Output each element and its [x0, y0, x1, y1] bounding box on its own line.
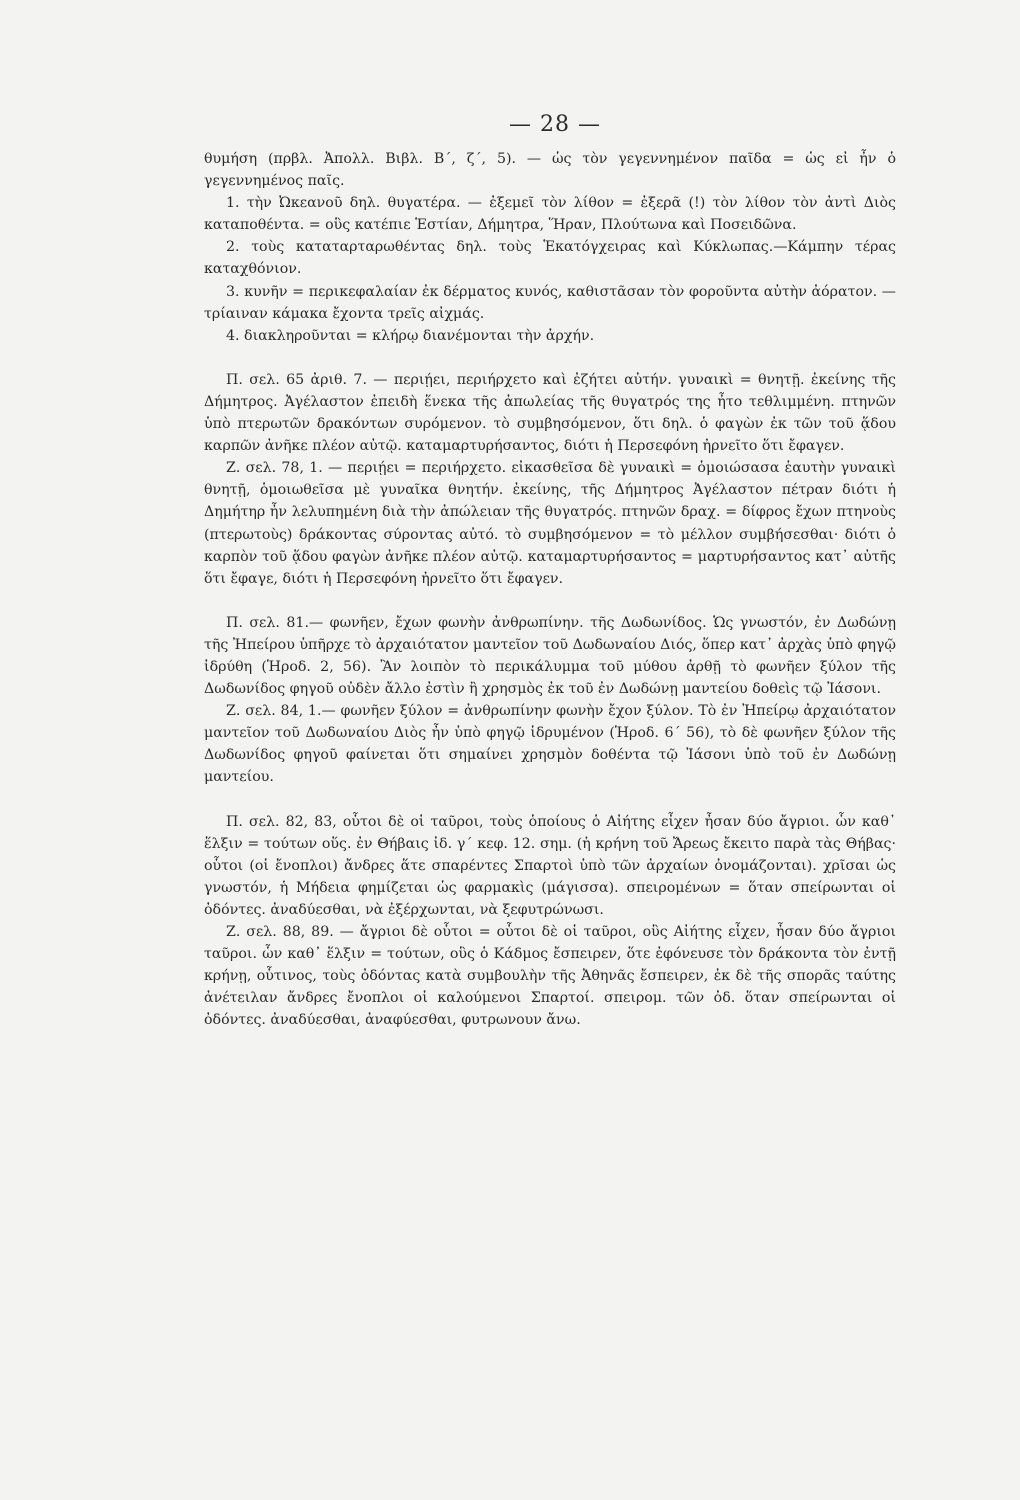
paragraph: Π. σελ. 82, 83, οὗτοι δὲ οἱ ταῦροι, τοὺς ὁποίους ὁ Αἰήτης εἶχεν ἦσαν δύο ἄγριοι. ὧν καθ᾽ ἕλξιν = τούτων οὕς. ἐν Θήβαις ἰδ. γ΄ κεφ. 12. σημ. (ἡ κρήνη τοῦ Ἄρεως ἔκειτο παρὰ τὰς Θήβας· οὗτοι (οἱ ἔνοπλοι) ἄνδρες ἅτε σπαρέντες Σπαρτοὶ ὑπὸ τῶν ἀρχαίων ὀνομάζονται). χρῖσαι ὡς γνωστόν, ἡ Μήδεια φημίζεται ὡς φαρμακὶς (μάγισσα). σπειρομένων = ὅταν σπείρωνται οἱ ὀδόντες. ἀναδύεσθαι, νὰ ἐξέρχωνται, νὰ ξεφυτρώνωσι. — [204, 813, 896, 918]
paragraph: Ζ. σελ. 88, 89. — ἄγριοι δὲ οὗτοι = οὗτοι δὲ οἱ ταῦροι, οὓς Αἰήτης εἶχεν, ἦσαν δύο ἄγριοι ταῦροι. ὧν καθ᾽ ἕλξιν = τούτων, οὓς ὁ Κάδμος ἔσπειρεν, ὅτε ἐφόνευσε τὸν δράκοντα τὸν ἐντῇ κρήνῃ, οὗτινος, τοὺς ὀδόντας κατὰ συμβουλὴν τῆς Ἀθηνᾶς ἔσπειρεν, ἐκ δὲ τῆς σπορᾶς ταύτης ἀνέτειλαν ἄνδρες ἔνοπλοι οἱ καλούμενοι Σπαρτοί. σπειρομ. τῶν ὀδ. ὅταν σπείρωνται οἱ ὀδόντες. ἀναδύεσθαι, ἀναφύεσθαι, φυτρωνουν ἄνω. — [204, 924, 896, 1029]
paragraph: 1. τὴν Ὠκεανοῦ δηλ. θυγατέρα. — ἐξεμεῖ τὸν λίθον = ἐξερᾶ (!) τὸν λίθον τὸν ἀντὶ Διὸς καταποθέντα. = οὓς κατέπιε Ἑστίαν, Δήμητρα, Ἥραν, Πλούτωνα καὶ Ποσειδῶνα. — [204, 195, 896, 234]
paragraph: Π. σελ. 65 ἀριθ. 7. — περιῄει, περιήρχετο καὶ ἐζήτει αὐτήν. γυναικὶ = θνητῇ. ἐκείνης τῆς Δήμητρος. Ἀγέλαστον ἐπειδὴ ἕνεκα τῆς ἀπωλείας τῆς θυγατρός της ἦτο τεθλιμμένη. πτηνῶν ὑπὸ πτερωτῶν δρακόντων συρόμενον. τὸ συμβησόμενον, ὅτι δηλ. ὁ φαγὼν ἐκ τῶν τοῦ ᾅδου καρπῶν ἀνῆκε πλέον αὐτῷ. καταμαρτυρήσαντος, διότι ἡ Περσεφόνη ἠρνεῖτο ὅτι ἔφαγεν. — [204, 371, 896, 455]
paragraph: 3. κυνῆν = περικεφαλαίαν ἐκ δέρματος κυνός, καθιστᾶσαν τὸν φοροῦντα αὐτὴν ἀόρατον. — τρίαιναν κάμακα ἔχοντα τρεῖς αἰχμάς. — [204, 283, 896, 322]
section-gap — [204, 590, 896, 612]
section-gap — [204, 789, 896, 811]
section-gap — [204, 347, 896, 369]
page-number: — 28 — — [509, 112, 601, 137]
paragraph: 4. διακληροῦνται = κλήρῳ διανέμονται τὴν ἀρχήν. — [226, 327, 595, 344]
paragraph: 2. τοὺς καταταρταρωθέντας δηλ. τοὺς Ἑκατόγχειρας καὶ Κύκλωπας.—Κάμπην τέρας καταχθόνιον. — [204, 239, 896, 278]
paragraph: Ζ. σελ. 78, 1. — περιῄει = περιήρχετο. εἰκασθεῖσα δὲ γυναικὶ = ὁμοιώσασα ἑαυτὴν γυναικὶ θνητῇ, ὁμοιωθεῖσα μὲ γυναῖκα θνητήν. ἐκείνης, τῆς Δήμητρος Ἀγέλαστον πέτραν διότι ἡ Δημήτηρ ἦν λελυπημένη διὰ τὴν ἀπώλειαν τῆς θυγατρός. πτηνῶν δραχ. = δίφρος ἔχων πτηνοὺς (πτερωτοὺς) δράκοντας σύροντας αὐτό. τὸ συμβησόμενον = τὸ μέλλον συμβήσεσθαι· διότι ὁ καρπὸν τοῦ ᾅδου φαγὼν ἀνῆκε πλέον αὐτῷ. καταμαρτυρήσαντος = μαρτυρήσαντος κατ᾽ αὐτῆς ὅτι ἔφαγε, διότι ἡ Περσεφόνη ἠρνεῖτο ὅτι ἔφαγεν. — [204, 460, 896, 587]
paragraph: Π. σελ. 81.— φωνῆεν, ἔχων φωνὴν ἀνθρωπίνην. τῆς Δωδωνίδος. Ὡς γνωστόν, ἐν Δωδώνῃ τῆς Ἠπείρου ὑπῆρχε τὸ ἀρχαιότατον μαντεῖον τοῦ Δωδωναίου Διός, ὅπερ κατ᾽ ἀρχὰς ὑπὸ φηγῷ ἱδρύθη (Ἡροδ. 2, 56). Ἂν λοιπὸν τὸ περικάλυμμα τοῦ μύθου ἀρθῇ τὸ φωνῆεν ξύλον τῆς Δωδωνίδος φηγοῦ οὐδὲν ἄλλο ἐστὶν ἢ χρησμὸς ἐκ τοῦ ἐν Δωδώνῃ μαντείου δοθεὶς τῷ Ἰάσονι. — [204, 614, 896, 698]
paragraph: Ζ. σελ. 84, 1.— φωνῆεν ξύλον = ἀνθρωπίνην φωνὴν ἔχον ξύλον. Τὸ ἐν Ἠπείρῳ ἀρχαιότατον μαντεῖον τοῦ Δωδωναίου Διὸς ἦν ὑπὸ φηγῷ ἱδρυμένον (Ἡροδ. 6΄ 56), τὸ δὲ φωνῆεν ξύλον τῆς Δωδωνίδος φηγοῦ φαίνεται ὅτι σημαίνει χρησμὸν δοθέντα τῷ Ἰάσονι ὑπὸ τοῦ ἐν Δωδώνῃ μαντείου. — [204, 703, 896, 786]
paragraph: θυμήση (πρβλ. Ἀπολλ. Βιβλ. Β΄, ζ΄, 5). — ὡς τὸν γεγεννημένον παῖδα = ὡς εἰ ἦν ὁ γεγεννημένος παῖς. — [204, 151, 896, 190]
body-text — [204, 148, 896, 1031]
